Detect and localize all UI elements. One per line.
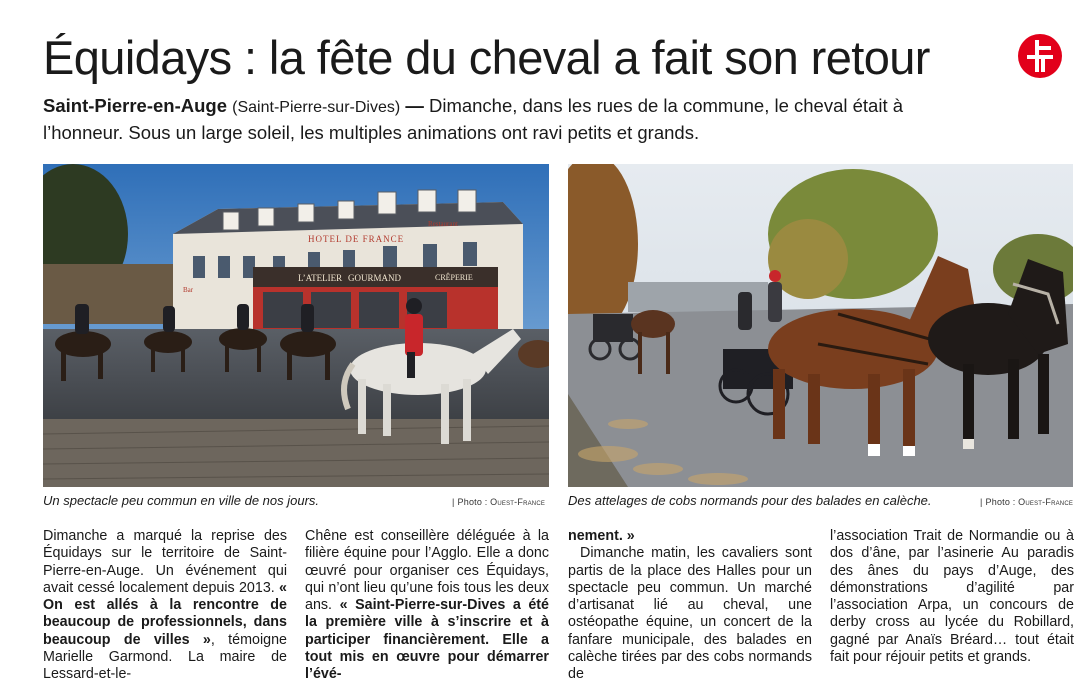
body-text: Chêne est conseillère déléguée à la filière équine pour l’Agglo. Elle a donc œuvré pour organiser ces Équidays, qui n’ont lieu qu’une fois tous les deux ans. <box>305 528 549 614</box>
body-text: l’association Trait de Normandie ou à dos d’âne, par l’asinerie Au paradis des ânes du pays d’Auge, des démonstrations d’agilité par l’association Arpa, un concours de derby cross au lycée du Robillard, gagné par Anaïs Bréard… tout était fait pour réjouir petits et grands. <box>830 528 1074 666</box>
ouest-france-logo-icon <box>1018 34 1062 78</box>
body-quote: « Saint-Pierre-sur-Dives a été la première ville à s’inscrire et à participer financièrement. Elle a tout mis en œuvre pour démarrer l’évé- <box>305 597 550 683</box>
photo-credit-left: | Photo : Ouest-France <box>452 497 546 507</box>
photo-caption-right: Des attelages de cobs normands pour des balades en calèche. <box>568 493 932 508</box>
body-quote: « On est allés à la rencontre de beaucoup de professionnels, dans beaucoup de villes » <box>43 579 287 648</box>
credit-source: Ouest-France <box>1018 497 1074 507</box>
body-text: Dimanche matin, les cavaliers sont partis de la place des Halles pour un spectacle peu commun. Un marché d’artisanat lié au cheval, une ostéopathe équine, un concert de la fanfare municipale, des balades en calèche tirées par des cobs normands de <box>568 545 812 683</box>
restaurant-sign: Restaurant <box>428 220 458 228</box>
credit-label: Photo : <box>457 497 488 507</box>
credit-source: Ouest-France <box>490 497 546 507</box>
article-headline: Équidays : la fête du cheval a fait son retour <box>43 31 930 84</box>
lead-text: Dimanche, dans les rues de la commune, le cheval était à l’honneur. Sous un large soleil, les multiples animations ont ravi petits et grands. <box>43 95 904 143</box>
article-lead <box>43 93 963 145</box>
body-column-4 <box>830 528 1074 666</box>
photo-credit-right: | Photo : Ouest-France <box>980 497 1074 507</box>
body-column-3 <box>568 528 812 684</box>
body-text: , témoigne Marielle Garmond. La maire de Lessard-et-le- <box>43 631 287 683</box>
body-column-2 <box>305 528 549 684</box>
photo-riders-street <box>43 164 549 487</box>
lead-place-detail: (Saint-Pierre-sur-Dives) <box>232 99 401 116</box>
bar-sign: Bar <box>183 286 194 294</box>
body-column-1 <box>43 528 287 684</box>
photo-caption-left: Un spectacle peu commun en ville de nos jours. <box>43 493 320 508</box>
hotel-sign: HOTEL DE FRANCE <box>308 234 405 244</box>
lead-dash: — <box>405 95 424 116</box>
photo-carriages <box>568 164 1073 487</box>
lead-place: Saint-Pierre-en-Auge <box>43 95 228 116</box>
atelier-sign: L’ATELIER <box>298 273 343 283</box>
body-text: Dimanche a marqué la reprise des Équidays sur le territoire de Saint-Pierre-en-Auge. Un événement qui avait cessé localement depuis 2013. <box>43 528 287 596</box>
creperie-sign: CRÊPERIE <box>435 273 473 282</box>
credit-label: Photo : <box>985 497 1016 507</box>
gourmand-sign: GOURMAND <box>348 273 402 283</box>
body-quote: nement. » <box>568 528 635 544</box>
